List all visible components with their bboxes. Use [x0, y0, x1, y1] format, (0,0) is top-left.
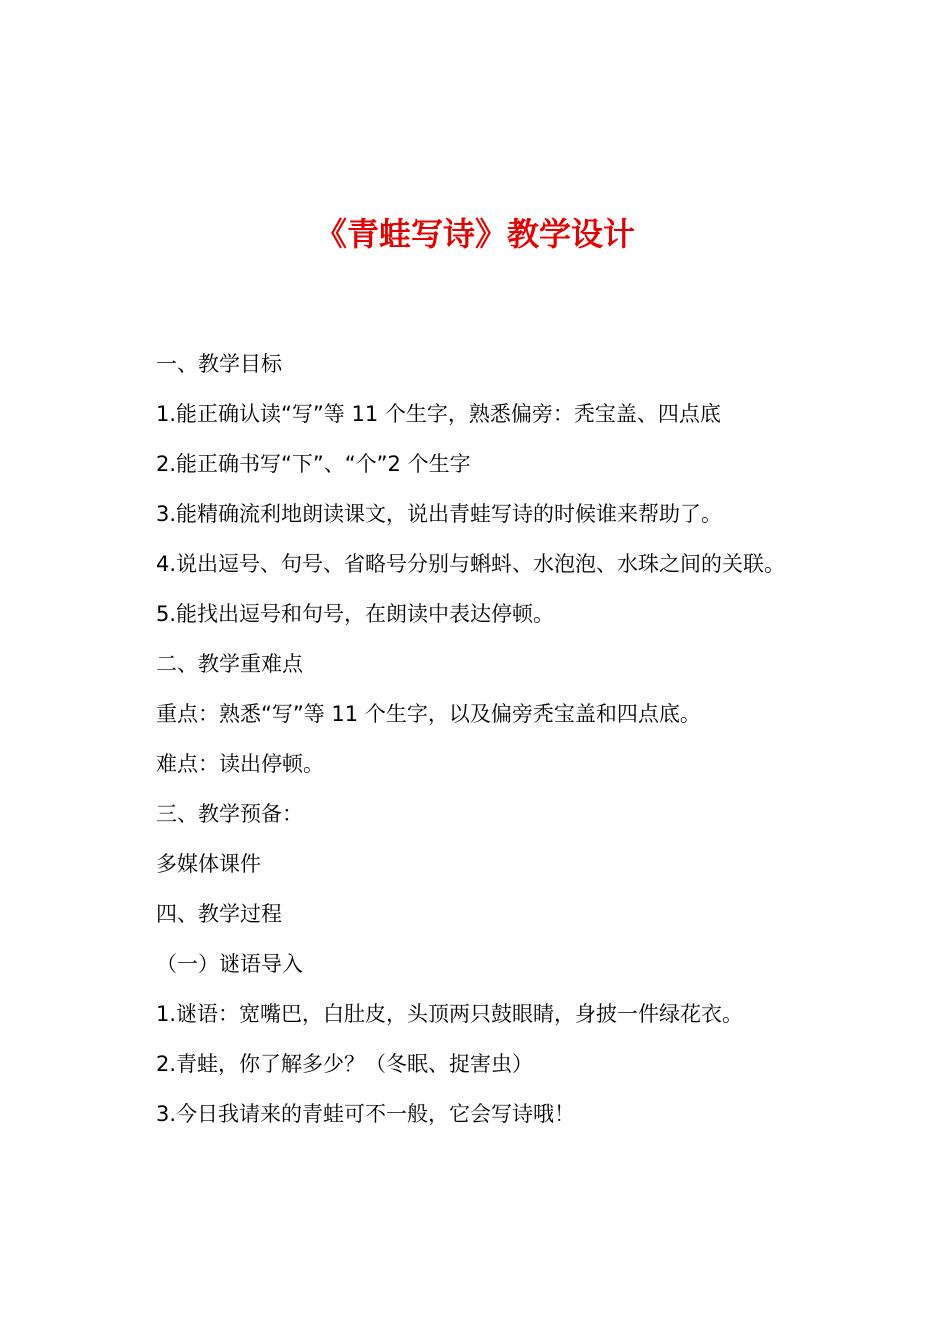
paragraph-line: 3.能精确流利地朗读课文，说出青蛙写诗的时候谁来帮助了。	[156, 502, 723, 526]
section-heading-key-points: 二、教学重难点	[156, 652, 303, 676]
paragraph-line: 重点：熟悉“写”等 11 个生字，以及偏旁秃宝盖和四点底。	[156, 702, 701, 726]
paragraph-line: 5.能找出逗号和句号，在朗读中表达停顿。	[156, 602, 555, 626]
section-heading-preparation: 三、教学预备：	[156, 802, 303, 826]
document-title: 《青蛙写诗》教学设计	[314, 215, 635, 253]
paragraph-line: 1.谜语：宽嘴巴，白肚皮，头顶两只鼓眼睛，身披一件绿花衣。	[156, 1002, 744, 1026]
section-heading-objectives: 一、教学目标	[156, 352, 282, 376]
paragraph-line: 1.能正确认读“写”等 11 个生字，熟悉偏旁：秃宝盖、四点底	[156, 402, 721, 426]
paragraph-line: 多媒体课件	[156, 852, 261, 876]
section-heading-process: 四、教学过程	[156, 902, 282, 926]
paragraph-line: 3.今日我请来的青蛙可不一般，它会写诗哦！	[156, 1102, 576, 1126]
document-body	[156, 341, 916, 1141]
paragraph-line: 2.能正确书写“下”、“个”2 个生字	[156, 452, 471, 476]
paragraph-line: 4.说出逗号、句号、省略号分别与蝌蚪、水泡泡、水珠之间的关联。	[156, 552, 786, 576]
paragraph-line: 2.青蛙，你了解多少？（冬眠、捉害虫）	[156, 1052, 534, 1076]
paragraph-line: 难点：读出停顿。	[156, 752, 324, 776]
subsection-heading: （一）谜语导入	[156, 952, 303, 976]
